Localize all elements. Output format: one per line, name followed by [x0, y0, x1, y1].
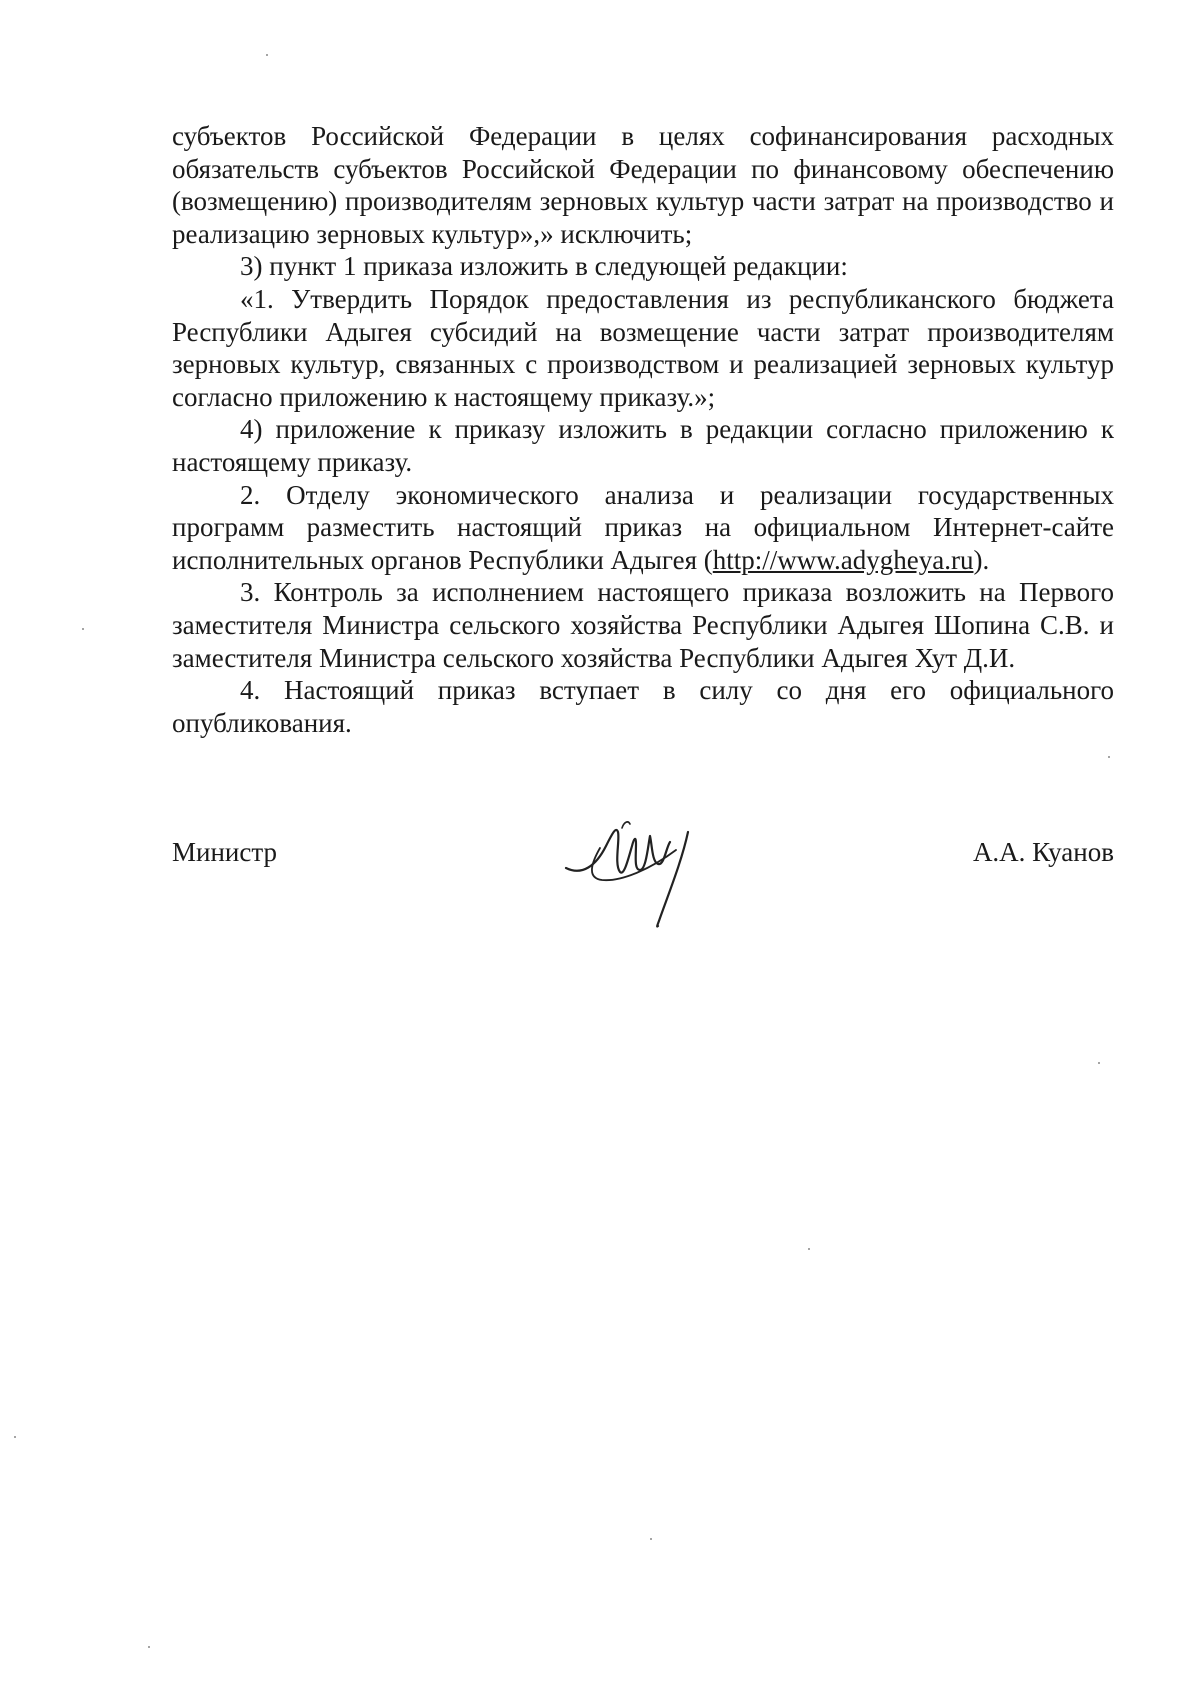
signature-block: [172, 836, 1114, 946]
scan-speck: [650, 1538, 652, 1540]
paragraph-clause-4: 4. Настоящий приказ вступает в силу со дня его официального опубликования.: [172, 675, 1114, 738]
paragraph-clause-3: 3. Контроль за исполнением настоящего приказа возложить на Первого заместителя Министра сельского хозяйства Республики Адыгея Шопина С.В. и заместителя Министра сельского хозяйства Республики Адыгея Хут Д.И.: [172, 577, 1114, 673]
paragraph-item-3: 3) пункт 1 приказа изложить в следующей редакции:: [240, 251, 848, 282]
handwritten-signature: [562, 806, 722, 936]
signatory-name: А.А. Куанов: [972, 837, 1114, 867]
document-body: [172, 120, 1114, 739]
paragraph-item-4: 4) приложение к приказу изложить в редакции согласно приложению к настоящему приказу.: [172, 414, 1114, 477]
clause-2-text-end: ).: [973, 544, 990, 575]
scan-speck: [1108, 756, 1110, 758]
scan-speck: [266, 54, 268, 56]
scan-speck: [148, 1646, 150, 1648]
scan-speck: [808, 1248, 810, 1250]
paragraph-clause-2: [172, 479, 1114, 577]
signatory-title: Министр: [172, 837, 277, 867]
clause-2-text: 2. Отделу экономического анализа и реализации государственных программ разместить настоящий приказ на официальном Интернет-сайте исполнительных органов Республики Адыгея (: [172, 479, 1114, 575]
paragraph-quoted-item-1: «1. Утвердить Порядок предоставления из республиканского бюджета Республики Адыгея субсидий на возмещение части затрат производителям зерновых культур, связанных с производством и реализацией зерновых культур согласно приложению к настоящему приказу.»;: [172, 283, 1114, 412]
paragraph-exclusion: субъектов Российской Федерации в целях софинансирования расходных обязательств субъектов Российской Федерации по финансовому обеспечению (возмещению) производителям зерновых культур части затрат на производство и реализацию зерновых культур»,» исключить;: [172, 121, 1114, 249]
scan-speck: [82, 628, 84, 630]
scan-speck: [1098, 1062, 1100, 1064]
scan-speck: [14, 1436, 16, 1438]
website-link[interactable]: http://www.adygheya.ru: [712, 544, 974, 575]
